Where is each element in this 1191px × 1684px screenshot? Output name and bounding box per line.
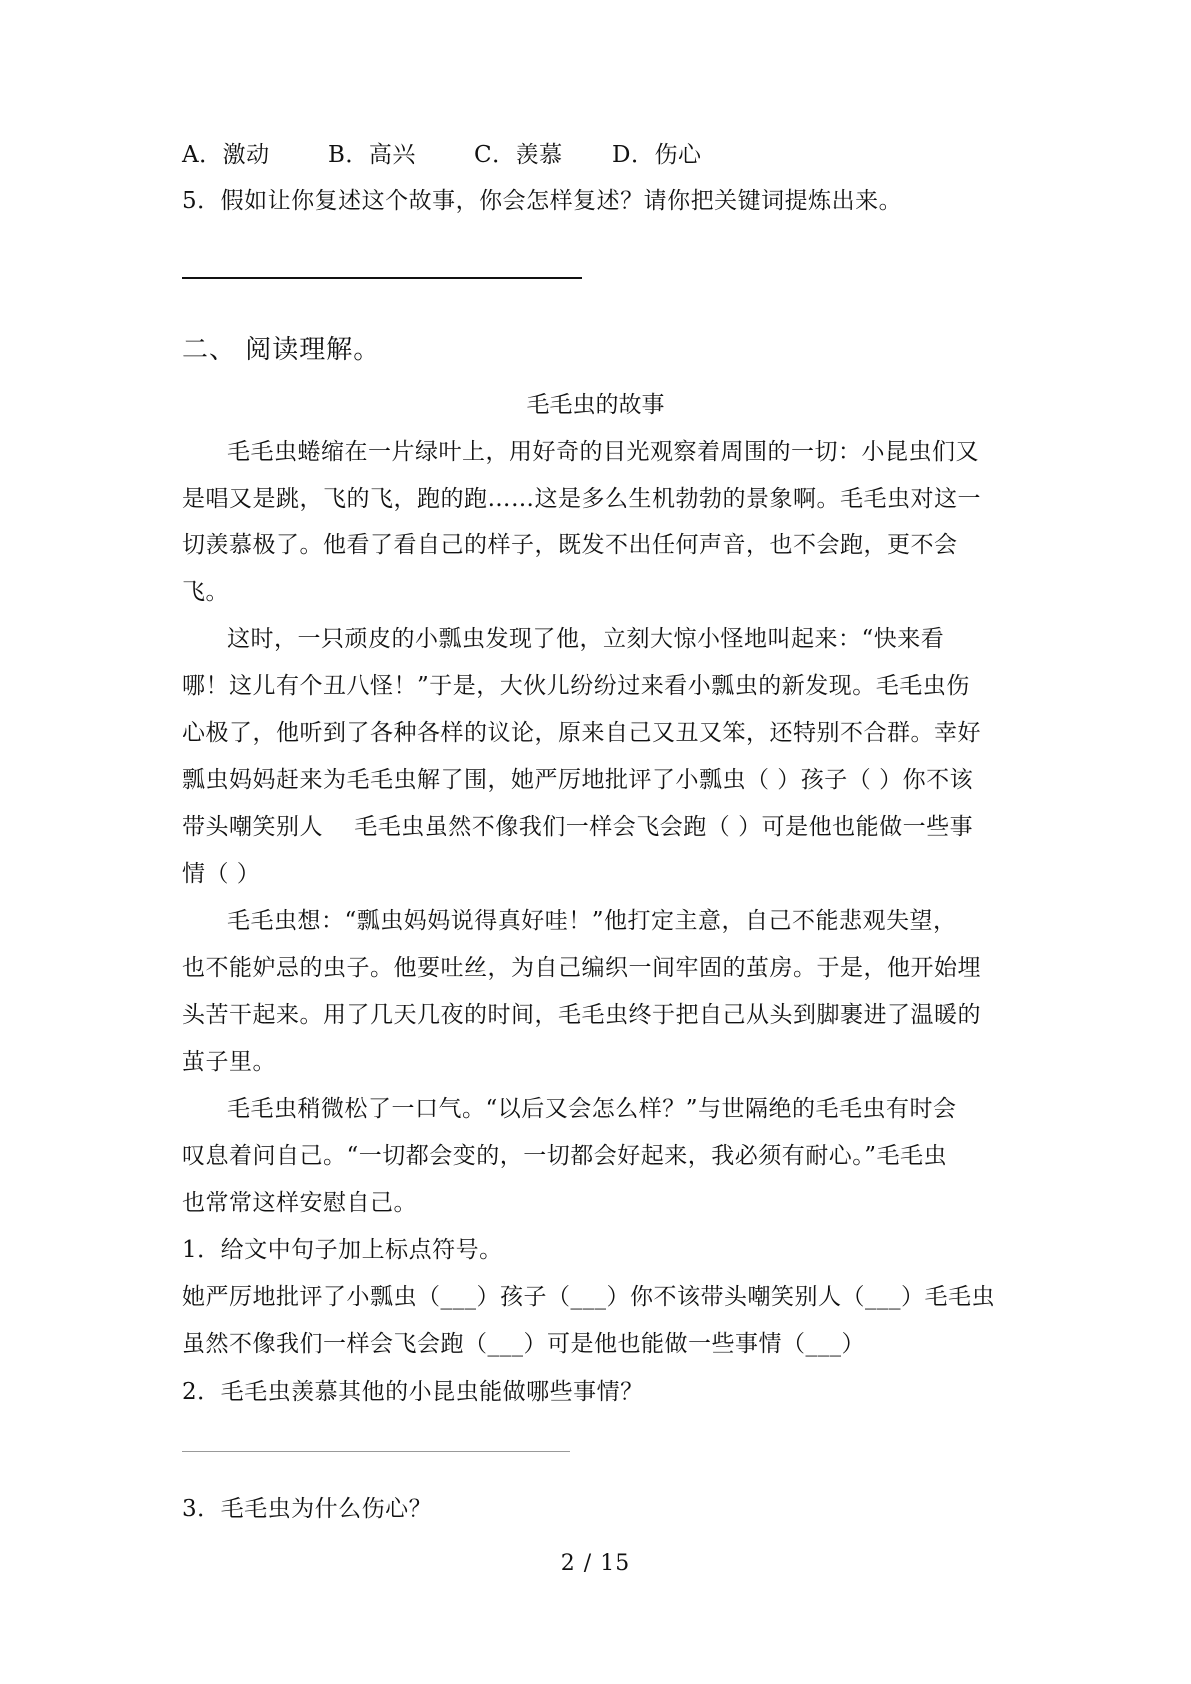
option-a: A．激动 (182, 142, 270, 168)
p3-line-3: 头苦干起来。用了几天几夜的时间，毛毛虫终于把自己从头到脚裹进了温暖的 (182, 1002, 981, 1028)
page-number: 2 / 15 (560, 1551, 631, 1576)
p1-line-3: 切羡慕极了。他看了看自己的样子，既发不出任何声音，也不会跑，更不会 (182, 532, 958, 558)
question-3: 3．毛毛虫为什么伤心？ (182, 1496, 433, 1522)
p4-line-1: 毛毛虫稍微松了一口气。“以后又会怎么样？”与世隔绝的毛毛虫有时会 (227, 1096, 957, 1122)
answer-line-q5[interactable] (182, 277, 582, 279)
p2-line-2: 哪！这儿有个丑八怪！”于是，大伙儿纷纷过来看小瓢虫的新发现。毛毛虫伤 (182, 673, 970, 699)
section-2-title: 二、 阅读理解。 (182, 335, 381, 365)
p4-line-3: 也常常这样安慰自己。 (182, 1190, 417, 1216)
p3-line-1: 毛毛虫想：“瓢虫妈妈说得真好哇！”他打定主意，自己不能悲观失望， (227, 908, 957, 934)
option-d: D．伤心 (612, 142, 702, 168)
q4-options (182, 140, 701, 170)
option-c: C．羡慕 (474, 142, 563, 168)
p2-line-4: 瓢虫妈妈赶来为毛毛虫解了围，她严厉地批评了小瓢虫（ ）孩子（ ）你不该 (182, 767, 974, 793)
question-1: 1．给文中句子加上标点符号。 (182, 1237, 503, 1263)
p2-line-1: 这时，一只顽皮的小瓢虫发现了他，立刻大惊小怪地叫起来：“快来看 (227, 626, 945, 652)
q1-sentence-line-2: 虽然不像我们一样会飞会跑（___）可是他也能做一些事情（___） (182, 1331, 865, 1357)
p2-line-3: 心极了，他听到了各种各样的议论，原来自己又丑又笨，还特别不合群。幸好 (182, 720, 981, 746)
p3-line-2: 也不能妒忌的虫子。他要吐丝，为自己编织一间牢固的茧房。于是，他开始埋 (182, 955, 981, 981)
p4-line-2: 叹息着问自己。“一切都会变的，一切都会好起来，我必须有耐心。”毛毛虫 (182, 1143, 948, 1169)
p3-line-4: 茧子里。 (182, 1049, 276, 1075)
question-5: 5．假如让你复述这个故事，你会怎样复述？请你把关键词提炼出来。 (182, 188, 903, 214)
p1-line-4: 飞。 (182, 579, 229, 605)
p2-line-6: 情（ ） (182, 861, 261, 887)
p1-line-2: 是唱又是跳，飞的飞，跑的跑……这是多么生机勃勃的景象啊。毛毛虫对这一 (182, 486, 981, 512)
p1-line-1: 毛毛虫蜷缩在一片绿叶上，用好奇的目光观察着周围的一切：小昆虫们又 (227, 439, 979, 465)
story-title: 毛毛虫的故事 (526, 392, 665, 418)
question-2: 2．毛毛虫羡慕其他的小昆虫能做哪些事情？ (182, 1379, 644, 1405)
answer-line-q2[interactable] (182, 1451, 570, 1452)
q1-sentence-line-1: 她严厉地批评了小瓢虫（___）孩子（___）你不该带头嘲笑别人（___）毛毛虫 (182, 1284, 995, 1310)
p2-line-5: 带头嘲笑别人 毛毛虫虽然不像我们一样会飞会跑（ ）可是他也能做一些事 (182, 814, 974, 840)
option-b: B．高兴 (328, 142, 416, 168)
